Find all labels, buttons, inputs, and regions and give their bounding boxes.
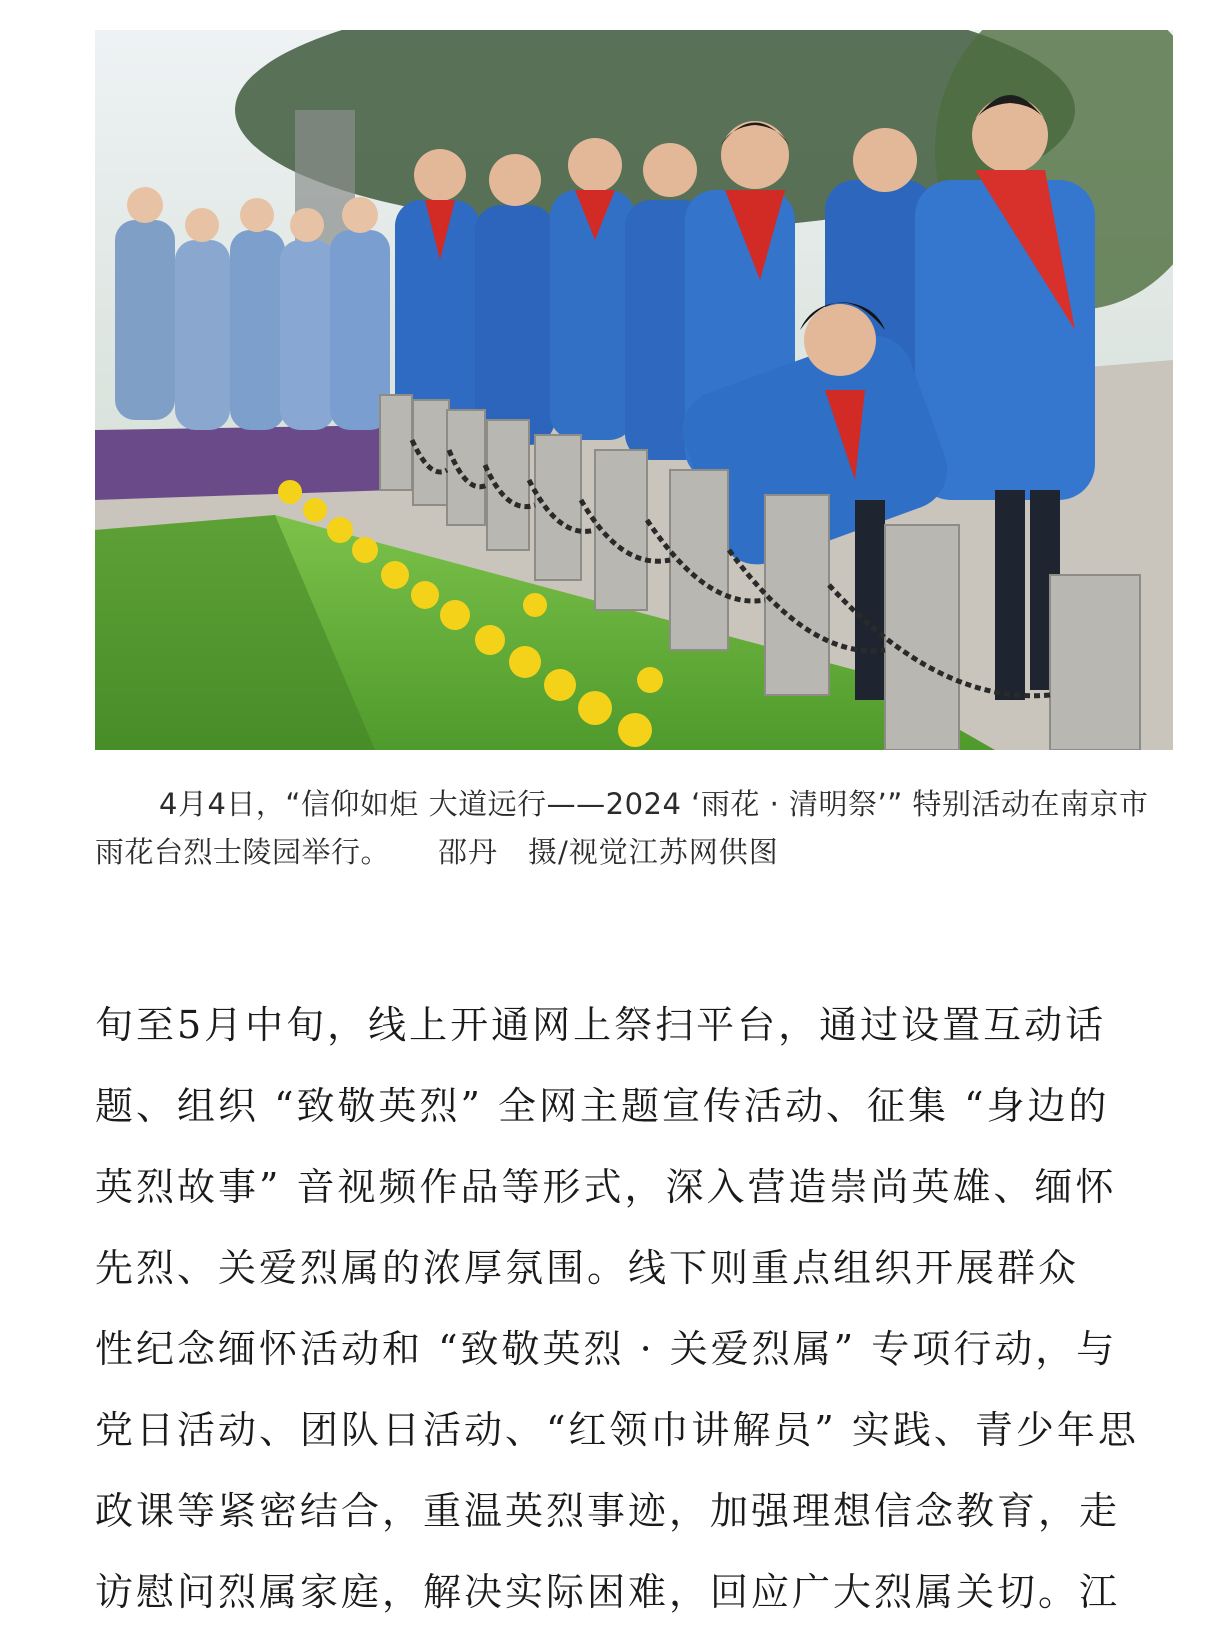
body-line: 旬至5月中旬，线上开通网上祭扫平台，通过设置互动话 bbox=[95, 1003, 1107, 1047]
body-line: 先烈、关爱烈属的浓厚氛围。线下则重点组织开展群众 bbox=[95, 1246, 1080, 1290]
caption-text: 4月4日，“信仰如炬 大道远行——2024 ‘雨花 · 清明祭’” 特别活动在南京市雨花台烈士陵园举行。 bbox=[95, 787, 1149, 869]
photo-children-laying-flowers bbox=[95, 30, 1173, 750]
body-line: 政课等紧密结合，重温英烈事迹，加强理想信念教育，走 bbox=[95, 1489, 1121, 1533]
body-line: 题、组织 “致敬英烈” 全网主题宣传活动、征集 “身边的 bbox=[95, 1084, 1110, 1128]
news-photo bbox=[95, 30, 1173, 750]
article-body bbox=[95, 985, 1173, 1633]
body-line: 党日活动、团队日活动、“红领巾讲解员” 实践、青少年思 bbox=[95, 1408, 1139, 1452]
photo-caption bbox=[95, 780, 1173, 876]
body-line: 访慰问烈属家庭，解决实际困难，回应广大烈属关切。江 bbox=[95, 1570, 1121, 1614]
body-line: 性纪念缅怀活动和 “致敬英烈 · 关爱烈属” 专项行动，与 bbox=[95, 1327, 1118, 1371]
photo-credit: 邵丹 摄/视觉江苏网供图 bbox=[438, 835, 779, 869]
body-line: 英烈故事” 音视频作品等形式，深入营造崇尚英雄、缅怀 bbox=[95, 1165, 1117, 1209]
